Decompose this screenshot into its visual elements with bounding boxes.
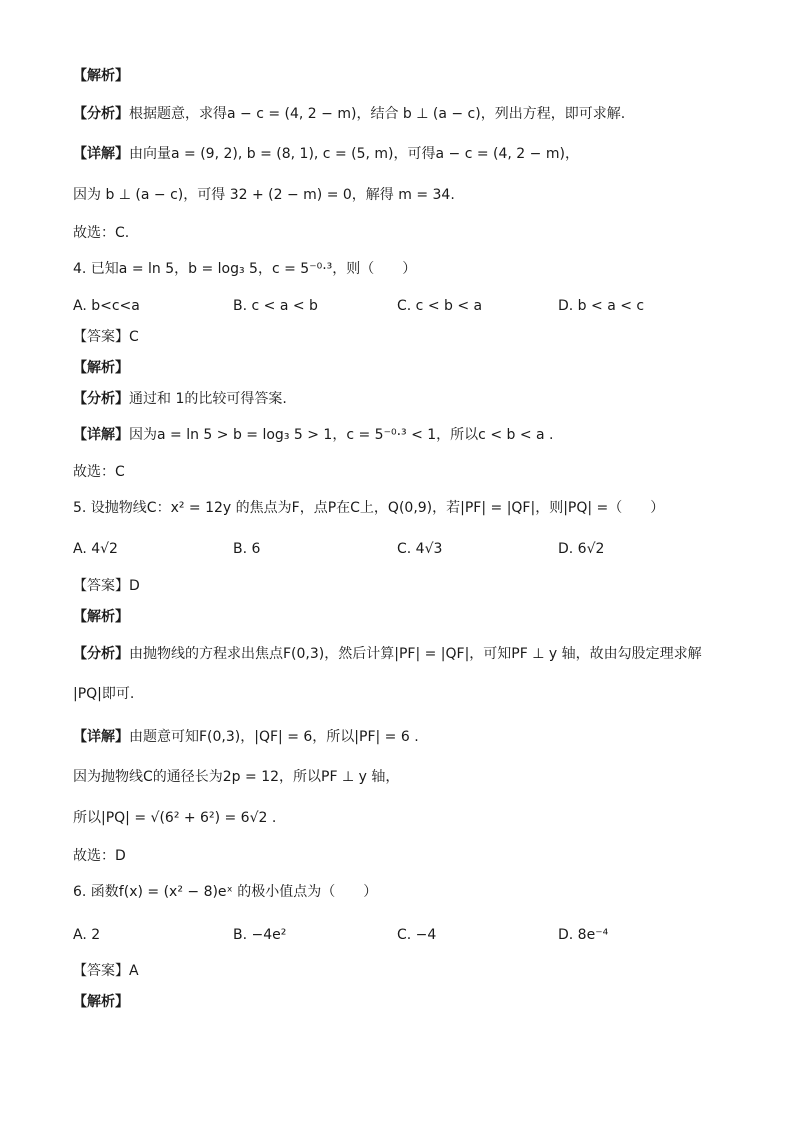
question-4: 4. 已知a = ln 5，b = log₃ 5，c = 5⁻⁰·³，则（ ） xyxy=(73,261,417,277)
detail-5-line3: 所以|PQ| = √(6² + 6²) = 6√2 . xyxy=(73,810,277,826)
detail-5 xyxy=(73,727,419,747)
option-a: A. 4√2 xyxy=(73,541,118,557)
analysis-heading-4: 【解析】 xyxy=(73,360,129,376)
question-5: 5. 设抛物线C：x² = 12y 的焦点为F，点P在C上，Q(0,9)，若|PF| = |QF|，则|PQ| =（ ） xyxy=(73,500,665,516)
detail-5-line2: 因为抛物线C的通径长为2p = 12，所以PF ⊥ y 轴， xyxy=(73,769,400,785)
detail-paragraph-2: 因为 b ⊥ (a − c)，可得 32 + (2 − m) = 0，解得 m = 34. xyxy=(73,187,455,203)
question-4-options xyxy=(73,296,723,316)
fenxi-text: 根据题意，求得a − c = (4, 2 − m)，结合 b ⊥ (a − c)，列出方程，即可求解. xyxy=(129,106,626,122)
answer-4: 【答案】C xyxy=(73,329,139,345)
question-6-options xyxy=(73,925,723,945)
analysis-paragraph xyxy=(73,104,625,124)
analysis-5 xyxy=(73,644,702,664)
label-fenxi: 【分析】 xyxy=(73,646,129,662)
option-d: D. 8e⁻⁴ xyxy=(558,927,609,943)
analysis-heading: 【解析】 xyxy=(73,68,129,84)
option-b: B. −4e² xyxy=(233,927,287,943)
choice-line: 故选：C. xyxy=(73,225,130,241)
label-fenxi: 【分析】 xyxy=(73,391,129,407)
option-a: A. 2 xyxy=(73,927,101,943)
analysis-4 xyxy=(73,389,287,409)
choice-4: 故选：C xyxy=(73,464,125,480)
question-6: 6. 函数f(x) = (x² − 8)eˣ 的极小值点为（ ） xyxy=(73,884,378,900)
answer-5: 【答案】D xyxy=(73,578,140,594)
choice-5: 故选：D xyxy=(73,848,126,864)
label-fenxi: 【分析】 xyxy=(73,106,129,122)
detail-paragraph xyxy=(73,144,579,164)
label-xiangjie: 【详解】 xyxy=(73,427,129,443)
option-a: A. b<c<a xyxy=(73,298,140,314)
analysis-heading-5: 【解析】 xyxy=(73,609,129,625)
analysis-heading-6: 【解析】 xyxy=(73,994,129,1010)
xiangjie-text: 由题意可知F(0,3)，|QF| = 6，所以|PF| = 6 . xyxy=(129,729,419,745)
option-d: D. b < a < c xyxy=(558,298,645,314)
option-b: B. 6 xyxy=(233,541,261,557)
option-c: C. −4 xyxy=(397,927,437,943)
label-xiangjie: 【详解】 xyxy=(73,146,129,162)
question-5-options xyxy=(73,539,723,559)
answer-6: 【答案】A xyxy=(73,963,139,979)
option-c: C. c < b < a xyxy=(397,298,483,314)
detail-4 xyxy=(73,425,554,445)
xiangjie-text: 由向量a = (9, 2), b = (8, 1), c = (5, m)，可得a − c = (4, 2 − m)， xyxy=(129,146,579,162)
fenxi-text: 由抛物线的方程求出焦点F(0,3)，然后计算|PF| = |QF|，可知PF ⊥ y 轴，故由勾股定理求解 xyxy=(129,646,702,662)
label-xiangjie: 【详解】 xyxy=(73,729,129,745)
fenxi-text: 通过和 1的比较可得答案. xyxy=(129,391,287,407)
option-c: C. 4√3 xyxy=(397,541,443,557)
option-d: D. 6√2 xyxy=(558,541,605,557)
analysis-5-cont: |PQ|即可. xyxy=(73,686,135,702)
option-b: B. c < a < b xyxy=(233,298,318,314)
xiangjie-text: 因为a = ln 5 > b = log₃ 5 > 1，c = 5⁻⁰·³ < 1，所以c < b < a . xyxy=(129,427,554,443)
